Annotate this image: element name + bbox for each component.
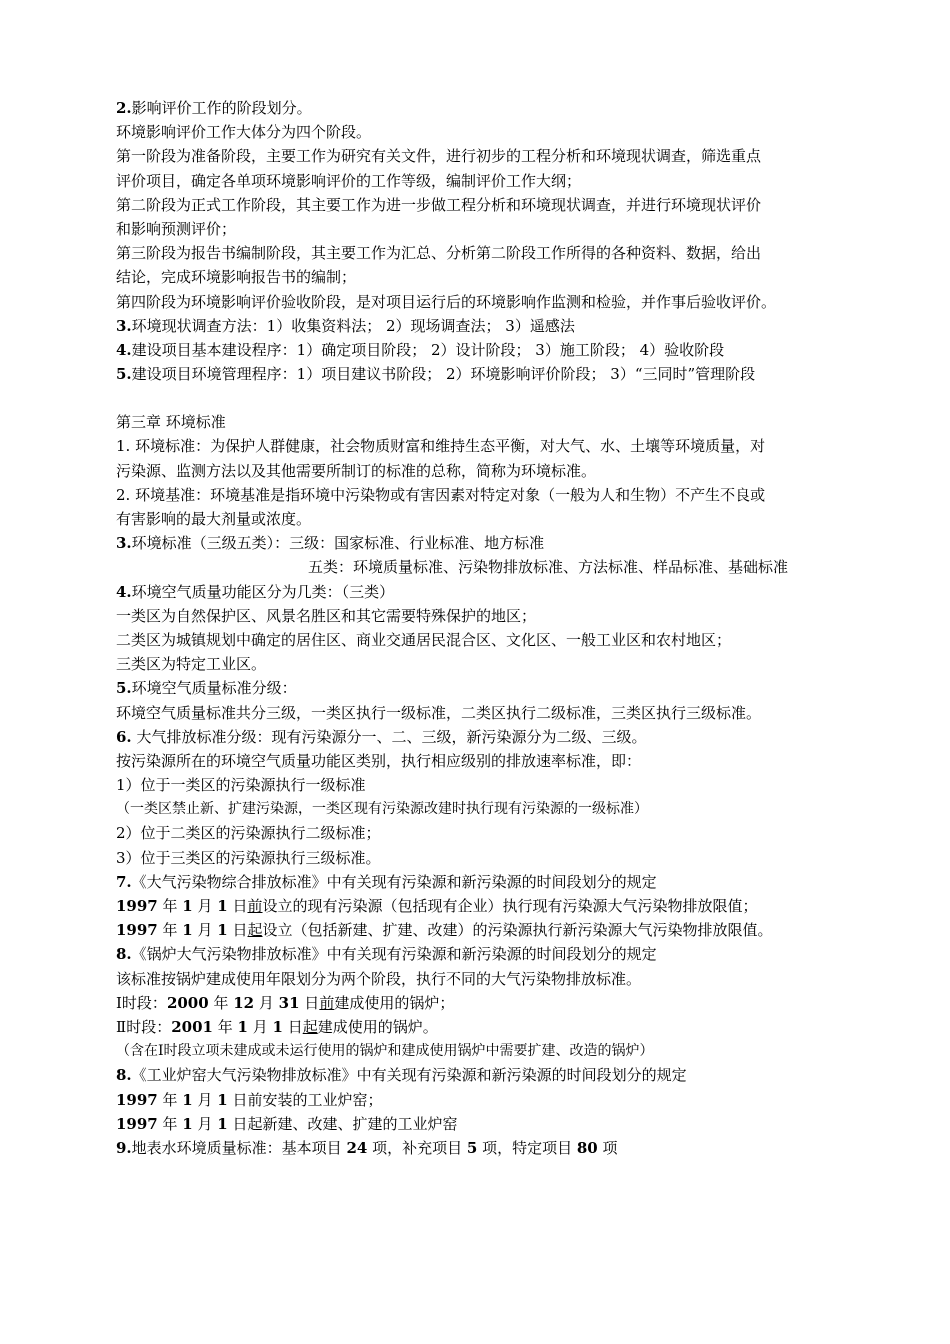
- count: 80: [576, 1138, 598, 1157]
- paragraph: [116, 1015, 856, 1039]
- text-fragment: 地表水环境质量标准：基本项目: [131, 1138, 347, 1157]
- section-number: 5.: [116, 365, 132, 384]
- text-fragment: 月: [192, 921, 218, 940]
- text-fragment: 年: [157, 1114, 183, 1133]
- year: 2000: [166, 993, 209, 1012]
- list-item: [116, 725, 856, 749]
- underlined-word: 前: [247, 897, 263, 915]
- list-item: [116, 1063, 856, 1087]
- paragraph: 环境影响评价工作大体分为四个阶段。: [116, 123, 372, 142]
- day: 1: [217, 1114, 228, 1133]
- paragraph: 二类区为城镇规划中确定的居住区、商业交通居民混合区、文化区、一般工业区和农村地区；: [116, 630, 732, 649]
- paragraph: 2）位于二类区的污染源执行二级标准；: [116, 824, 381, 843]
- text-fragment: 月: [192, 1090, 218, 1109]
- paragraph: （一类区禁止新、扩建污染源，一类区现有污染源改建时执行现有污染源的一级标准）: [116, 801, 648, 818]
- text-fragment: 月: [254, 993, 279, 1012]
- day: 1: [217, 921, 228, 940]
- chapter-title: 第三章 环境标准: [116, 413, 226, 432]
- line-text: 大气排放标准分级：现有污染源分一、二、三级，新污染源分为二级、三级。: [131, 727, 647, 746]
- list-item: [116, 1136, 856, 1160]
- underlined-word: 前: [319, 993, 335, 1012]
- line-text: 环境空气质量标准分级：: [131, 679, 297, 698]
- paragraph: 有害影响的最大剂量或浓度。: [116, 510, 312, 528]
- paragraph: 该标准按锅炉建成使用年限划分为两个阶段，执行不同的大气污染物排放标准。: [116, 969, 642, 988]
- text-fragment: 年: [212, 1017, 238, 1036]
- text-fragment: 建成使用的锅炉。: [317, 1017, 438, 1036]
- heading-text: 影响评价工作的阶段划分。: [131, 99, 312, 117]
- paragraph: 三类区为特定工业区。: [116, 655, 267, 674]
- day: 31: [278, 993, 300, 1012]
- day: 1: [272, 1017, 283, 1036]
- text-fragment: 月: [192, 897, 218, 915]
- text-fragment: 设立（包括新建、扩建、改建）的污染源执行新污染源大气污染物排放限值。: [262, 921, 773, 940]
- text-fragment: Ⅱ时段：: [116, 1017, 172, 1036]
- line-text: 环境标准（三级五类）：三级：国家标准、行业标准、地方标准: [131, 534, 545, 553]
- section-4-line: [116, 338, 856, 362]
- line-text: 建设项目基本建设程序：1）确定项目阶段； 2）设计阶段； 3）施工阶段； 4）验收阶段: [131, 340, 725, 359]
- month: 1: [237, 1017, 248, 1036]
- paragraph: [116, 1112, 856, 1136]
- text-fragment: 设立的现有污染源（包括现有企业）执行现有污染源大气污染物排放限值；: [262, 897, 758, 915]
- text-fragment: 日: [227, 897, 248, 915]
- paragraph: （含在Ⅰ时段立项未建成或未运行使用的锅炉和建成使用锅炉中需要扩建、改造的锅炉）: [116, 1043, 654, 1060]
- list-item: [116, 870, 856, 894]
- text-fragment: 建成使用的锅炉；: [334, 993, 455, 1012]
- paragraph: [116, 1088, 856, 1112]
- list-item-continuation: 五类：环境质量标准、污染物排放标准、方法标准、样品标准、基础标准: [308, 558, 789, 577]
- month: 1: [182, 1114, 193, 1133]
- section-2-heading: [116, 96, 856, 120]
- text-fragment: 项: [597, 1138, 618, 1157]
- text-fragment: 年: [157, 897, 183, 915]
- item-number: 5.: [116, 679, 132, 698]
- paragraph: 1）位于一类区的污染源执行一级标准: [116, 776, 366, 795]
- day: 1: [217, 897, 228, 915]
- document-body: [116, 96, 856, 1160]
- paragraph: 一类区为自然保护区、风景名胜区和其它需要特殊保护的地区；: [116, 606, 537, 625]
- text-fragment: 年: [157, 1090, 183, 1109]
- item-number: 8.: [116, 1066, 132, 1085]
- spacer: [116, 386, 856, 410]
- year: 1997: [116, 921, 158, 940]
- paragraph: 评价项目，确定各单项环境影响评价的工作等级，编制评价工作大纲；: [116, 171, 582, 190]
- text-fragment: 项，特定项目: [477, 1138, 577, 1157]
- paragraph: 第一阶段为准备阶段，主要工作为研究有关文件，进行初步的工程分析和环境现状调查，筛选重点: [116, 147, 762, 166]
- item-number: 6.: [116, 727, 132, 746]
- count: 24: [346, 1138, 368, 1157]
- paragraph: 3）位于三类区的污染源执行三级标准。: [116, 848, 381, 867]
- line-text: 环境空气质量功能区分为几类：（三类）: [131, 582, 395, 601]
- paragraph: 按污染源所在的环境空气质量功能区类别，执行相应级别的排放速率标准，即：: [116, 751, 642, 770]
- text-fragment: 日: [299, 993, 320, 1012]
- text-fragment: 日: [227, 921, 248, 940]
- text-fragment: Ⅰ时段：: [116, 993, 167, 1012]
- line-text: 环境现状调查方法：1）收集资料法； 2）现场调查法； 3）遥感法: [131, 316, 575, 335]
- underlined-word: 起: [247, 921, 263, 940]
- text-fragment: 年: [208, 993, 234, 1012]
- paragraph: 污染源、监测方法以及其他需要所制订的标准的总称，简称为环境标准。: [116, 461, 597, 480]
- section-3-line: [116, 314, 856, 338]
- list-item: [116, 676, 856, 700]
- year: 1997: [116, 1090, 158, 1109]
- month: 1: [182, 921, 193, 940]
- item-number: 8.: [116, 945, 132, 964]
- year: 2001: [171, 1017, 213, 1036]
- text-fragment: 月: [247, 1017, 273, 1036]
- list-item: [116, 580, 856, 604]
- section-number: 2.: [116, 99, 132, 117]
- paragraph: 第三阶段为报告书编制阶段，其主要工作为汇总、分析第二阶段工作所得的各种资料、数据，给出: [116, 244, 762, 263]
- text-fragment: 日: [282, 1017, 303, 1036]
- paragraph: 第四阶段为环境影响评价验收阶段，是对项目运行后的环境影响作监测和检验，并作事后验收评价。: [116, 292, 777, 311]
- count: 5: [466, 1138, 478, 1157]
- paragraph: [116, 918, 856, 942]
- month: 12: [233, 993, 255, 1012]
- month: 1: [182, 897, 193, 915]
- paragraph: [116, 894, 856, 918]
- year: 1997: [116, 897, 158, 915]
- text-fragment: 日起新建、改建、扩建的工业炉窑: [227, 1114, 458, 1133]
- line-text: 《工业炉窑大气污染物排放标准》中有关现有污染源和新污染源的时间段划分的规定: [131, 1066, 687, 1085]
- section-5-line: [116, 362, 856, 386]
- section-number: 3.: [116, 316, 132, 335]
- paragraph: 第二阶段为正式工作阶段，其主要工作为进一步做工程分析和环境现状调查，并进行环境现状评价: [116, 195, 762, 214]
- item-number: 4.: [116, 582, 132, 601]
- text-fragment: 项，补充项目: [367, 1138, 467, 1157]
- item-number: 9.: [116, 1138, 132, 1157]
- line-text: 《锅炉大气污染物排放标准》中有关现有污染源和新污染源的时间段划分的规定: [131, 945, 657, 964]
- line-text: 建设项目环境管理程序：1）项目建议书阶段； 2）环境影响评价阶段； 3）“三同时”管理阶段: [131, 365, 756, 384]
- list-item: [116, 531, 856, 555]
- text-fragment: 日前安装的工业炉窑；: [227, 1090, 383, 1109]
- text-fragment: 月: [192, 1114, 218, 1133]
- paragraph: 1. 环境标准：为保护人群健康，社会物质财富和维持生态平衡，对大气、水、土壤等环境质量，对: [116, 437, 766, 456]
- paragraph: [116, 991, 856, 1015]
- underlined-word: 起: [302, 1017, 318, 1036]
- list-item: [116, 942, 856, 966]
- text-fragment: 年: [157, 921, 183, 940]
- year: 1997: [116, 1114, 158, 1133]
- paragraph: 和影响预测评价；: [116, 219, 237, 238]
- paragraph: 结论，完成环境影响报告书的编制；: [116, 268, 357, 287]
- item-number: 7.: [116, 872, 132, 891]
- day: 1: [217, 1090, 228, 1109]
- month: 1: [182, 1090, 193, 1109]
- line-text: 《大气污染物综合排放标准》中有关现有污染源和新污染源的时间段划分的规定: [131, 872, 657, 891]
- item-number: 3.: [116, 534, 132, 553]
- paragraph: 2. 环境基准：环境基准是指环境中污染物或有害因素对特定对象（一般为人和生物）不产生不良或: [116, 485, 766, 504]
- section-number: 4.: [116, 340, 132, 359]
- paragraph: 环境空气质量标准共分三级，一类区执行一级标准，二类区执行二级标准，三类区执行三级标准。: [116, 703, 762, 722]
